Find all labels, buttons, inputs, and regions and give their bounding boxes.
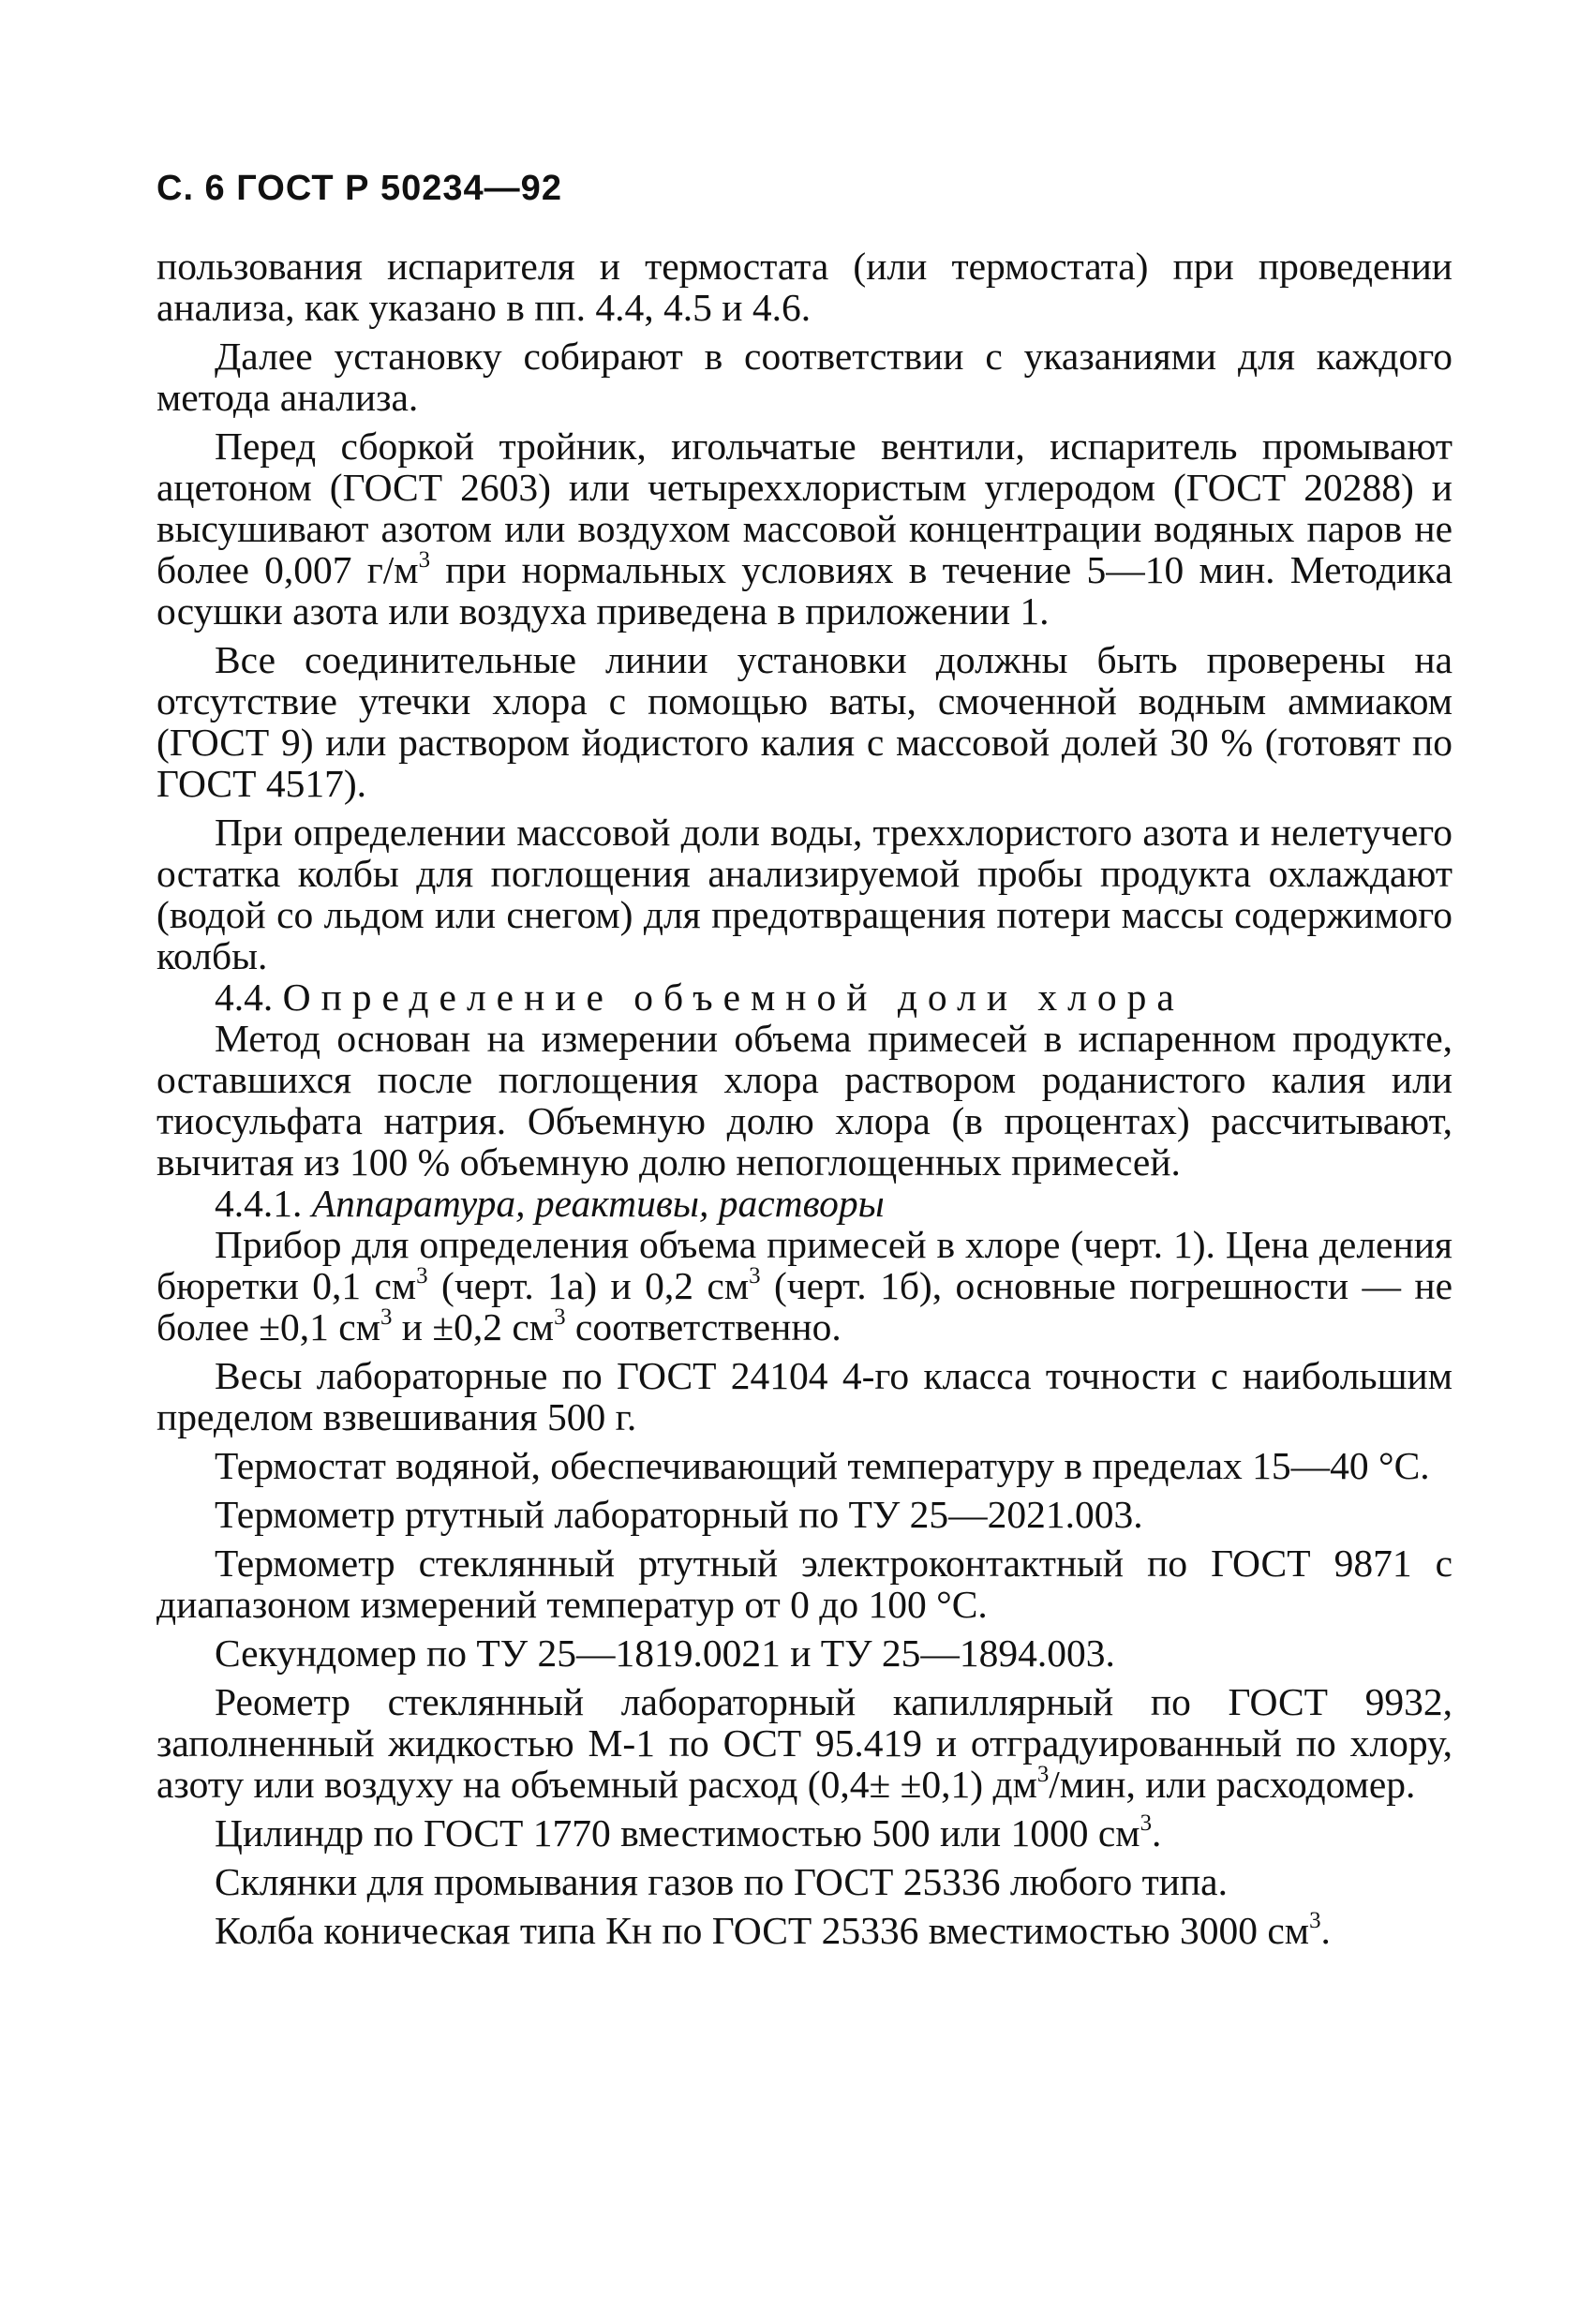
section-number: 4.4.	[215, 976, 274, 1019]
paragraph-continuation: пользования испарителя и термостата (или термостата) при проведении анализа, как указано в пп. 4.4, 4.5 и 4.6.	[156, 245, 1452, 329]
paragraph-leak-check: Все соединительные линии установки должны быть проверены на отсутствие утечки хлора с помощью ваты, смоченной водным аммиаком (ГОСТ 9) или раствором йодистого калия с массовой долей 30 % (готовят по ГОСТ 4517).	[156, 638, 1452, 805]
paragraph-thermometer-contact: Термометр стеклянный ртутный электроконтактный по ГОСТ 9871 с диапазоном измерений температур от 0 до 100 °С.	[156, 1542, 1452, 1626]
section-title: Определение объемной доли хлора	[282, 976, 1184, 1019]
paragraph-scales: Весы лабораторные по ГОСТ 24104 4-го класса точности с наибольшим пределом взвешивания 500 г.	[156, 1354, 1452, 1438]
paragraph-assembly: Далее установку собирают в соответствии с указаниями для каждого метода анализа.	[156, 335, 1452, 419]
paragraph-cylinder: Цилиндр по ГОСТ 1770 вместимостью 500 или 1000 $см^3$.	[215, 1810, 1162, 1855]
paragraph-gas-bottles: Склянки для промывания газов по ГОСТ 25336 любого типа.	[215, 1860, 1228, 1903]
document-body	[156, 246, 1452, 1951]
paragraph-stopwatch: Секундомер по ТУ 25—1819.0021 и ТУ 25—1894.003.	[215, 1631, 1115, 1675]
section-heading-4-4-1	[156, 1183, 1452, 1224]
paragraph-cooling: При определении массовой доли воды, трехxлористого азота и нелетучего остатка колбы для поглощения анализируемой пробы продукта охлаждают (водой со льдом или снегом) для предотвращения потери массы содержимого колбы.	[156, 811, 1452, 977]
paragraph-rheometer: Реометр стеклянный лабораторный капиллярный по ГОСТ 9932, заполненный жидкостью М-1 по ОСТ 95.419 и отградуированный по хлору, азоту или воздуху на объемный расход (0,4± ±0,1) $дм^3$/мин, или расходомер.	[156, 1680, 1452, 1806]
section-heading-4-4	[156, 976, 1452, 1018]
paragraph-flask: Колба коническая типа Кн по ГОСТ 25336 вместимостью 3000 $см^3$.	[215, 1907, 1331, 1952]
paragraph-thermometer: Термометр ртутный лабораторный по ТУ 25—2021.003.	[215, 1493, 1143, 1536]
paragraph-device: Прибор для определения объема примесей в хлоре (черт. 1). Цена деления бюретки 0,1 $см^3$ (черт. 1а) и 0,2 $см^3$ (черт. 1б), основные погрешности — не более ±0,1 $см^3$ и ±0,2 $см^3$ соответственно.	[156, 1223, 1453, 1348]
paragraph-washing: Перед сборкой тройник, игольчатые вентили, испаритель промывают ацетоном (ГОСТ 2603) или четыреххлористым углеродом (ГОСТ 20288) и высушивают азотом или воздухом массовой концентрации водяных паров не более 0,007 $г/м^3$ при нормальных условиях в течение 5—10 мин. Методика осушки азота или воздуха приведена в приложении 1.	[156, 425, 1452, 633]
paragraph-method: Метод основан на измерении объема примесей в испаренном продукте, оставшихся после поглощения хлора раствором роданистого калия или тиосульфата натрия. Объемную долю хлора (в процентах) рассчитывают, вычитая из 100 % объемную долю непоглощенных примесей.	[156, 1017, 1452, 1184]
page-header: С. 6 ГОСТ Р 50234—92	[156, 169, 562, 208]
paragraph-thermostat: Термостат водяной, обеспечивающий температуру в пределах 15—40 °С.	[215, 1444, 1430, 1487]
subsection-title: Аппаратура, реактивы, растворы	[311, 1182, 885, 1225]
subsection-number: 4.4.1.	[215, 1182, 303, 1225]
